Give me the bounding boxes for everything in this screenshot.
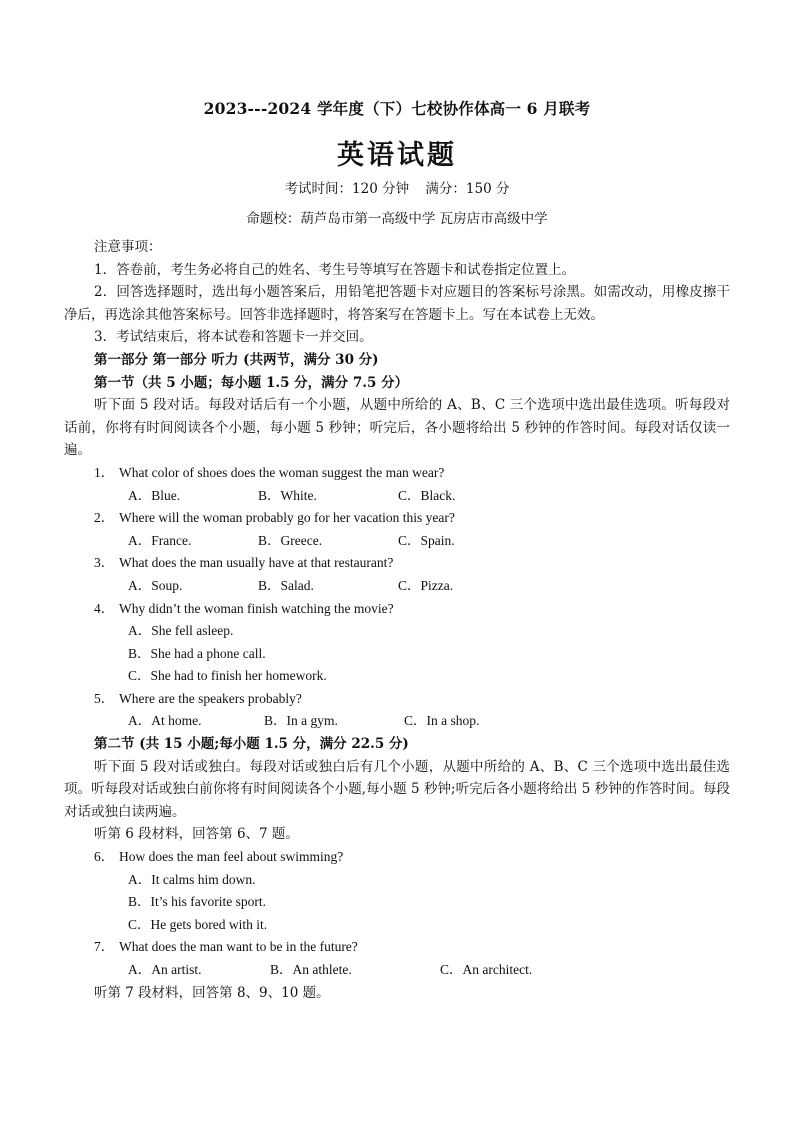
question-setting-schools: 命题校：葫芦岛市第一高级中学 瓦房店市高级中学 [246, 211, 548, 227]
notes-heading: 注意事项： [94, 239, 162, 255]
question-text: How does the man feel about swimming? [119, 849, 344, 865]
exam-content [64, 236, 730, 1004]
material-7-note: 听第 7 段材料，回答第 8、9、10 题。 [94, 984, 330, 1001]
option-c: C．Black. [398, 487, 456, 503]
question-4 [64, 598, 730, 621]
option-a: A．She fell asleep. [128, 623, 234, 639]
question-text: What color of shoes does the woman suggest the man wear? [119, 464, 445, 480]
options-3 [64, 575, 730, 598]
exam-time: 考试时间：120 分钟 [284, 181, 410, 197]
option-c: C．Pizza. [398, 577, 454, 593]
option-a: A．At home. [128, 713, 202, 729]
option-c: C．In a shop. [404, 713, 480, 729]
question-3 [64, 552, 730, 575]
option-b: B．She had a phone call. [128, 645, 266, 661]
question-text: Where will the woman probably go for her vacation this year? [119, 510, 455, 526]
question-number: 1． [94, 464, 115, 480]
exam-info [0, 177, 794, 197]
option-c: C．She had to finish her homework. [128, 668, 327, 684]
section2-instructions: 听下面 5 段对话或独白。每段对话或独白后有几个小题，从题中所给的 A、B、C 三个选项中选出最佳选项。听每段对话或独白前你将有时间阅读各个小题,每小题 5 秒钟;听完后各小题将给出 5 秒钟的作答时间。每段对话或独白读两遍。 [64, 758, 730, 820]
option-b: B．Greece. [258, 532, 323, 548]
option-c: C．Spain. [398, 532, 455, 548]
option-a: A．Soup. [128, 577, 183, 593]
option-b: B．In a gym. [264, 713, 338, 729]
option-b: B．An athlete. [270, 962, 352, 977]
question-6 [64, 846, 730, 869]
option-b: B．White. [258, 487, 317, 503]
question-5 [64, 688, 730, 711]
option-a: A．France. [128, 532, 192, 548]
question-number: 7． [94, 939, 115, 955]
question-2 [64, 507, 730, 530]
options-7 [64, 959, 730, 982]
question-text: Why didn’t the woman finish watching the movie? [119, 600, 394, 616]
option-c: C．An architect. [440, 962, 533, 977]
question-text: What does the man want to be in the future? [119, 939, 358, 955]
question-7 [64, 936, 730, 959]
exam-score: 满分：150 分 [425, 181, 510, 197]
section1-heading: 第一节（共 5 小题；每小题 1.5 分，满分 7.5 分） [94, 374, 409, 391]
question-number: 5． [94, 690, 115, 706]
option-c: C．He gets bored with it. [128, 916, 268, 932]
exam-title: 2023---2024 学年度（下）七校协作体高一 6 月联考 [203, 99, 591, 118]
options-5 [64, 710, 730, 733]
question-1 [64, 462, 730, 485]
question-text: What does the man usually have at that restaurant? [119, 555, 394, 571]
section2-heading: 第二节 (共 15 小题;每小题 1.5 分，满分 22.5 分) [94, 736, 409, 753]
option-b: B．It’s his favorite sport. [128, 894, 266, 910]
option-a: A．Blue. [128, 487, 181, 503]
part1-heading: 第一部分 第一部分 听力 (共两节，满分 30 分) [94, 351, 379, 368]
option-a: A．It calms him down. [128, 871, 256, 887]
subject-title: 英语试题 [337, 140, 457, 171]
options-2 [64, 530, 730, 553]
option-a: A．An artist. [128, 962, 202, 977]
question-number: 3． [94, 555, 115, 571]
note-item-1: 1．答卷前，考生务必将自己的姓名、考生号等填写在答题卡和试卷指定位置上。 [94, 261, 576, 278]
section1-instructions: 听下面 5 段对话。每段对话后有一个小题，从题中所给的 A、B、C 三个选项中选出最佳选项。听每段对话前，你将有时间阅读各个小题，每小题 5 秒钟；听完后，各小题将给出 5 秒钟的作答时间。每段对话仅读一遍。 [64, 397, 730, 459]
note-item-2: 2．回答选择题时，选出每小题答案后，用铅笔把答题卡对应题目的答案标号涂黑。如需改动，用橡皮擦干净后，再选涂其他答案标号。回答非选择题时，将答案写在答题卡上。写在本试卷上无效。 [64, 284, 730, 323]
question-text: Where are the speakers probably? [119, 690, 302, 706]
question-number: 6． [94, 849, 115, 865]
question-number: 4． [94, 600, 115, 616]
material-6-note: 听第 6 段材料，回答第 6、7 题。 [94, 826, 299, 843]
note-item-3: 3．考试结束后，将本试卷和答题卡一并交回。 [94, 329, 373, 346]
question-number: 2． [94, 510, 115, 526]
options-1 [64, 485, 730, 508]
option-b: B．Salad. [258, 577, 314, 593]
